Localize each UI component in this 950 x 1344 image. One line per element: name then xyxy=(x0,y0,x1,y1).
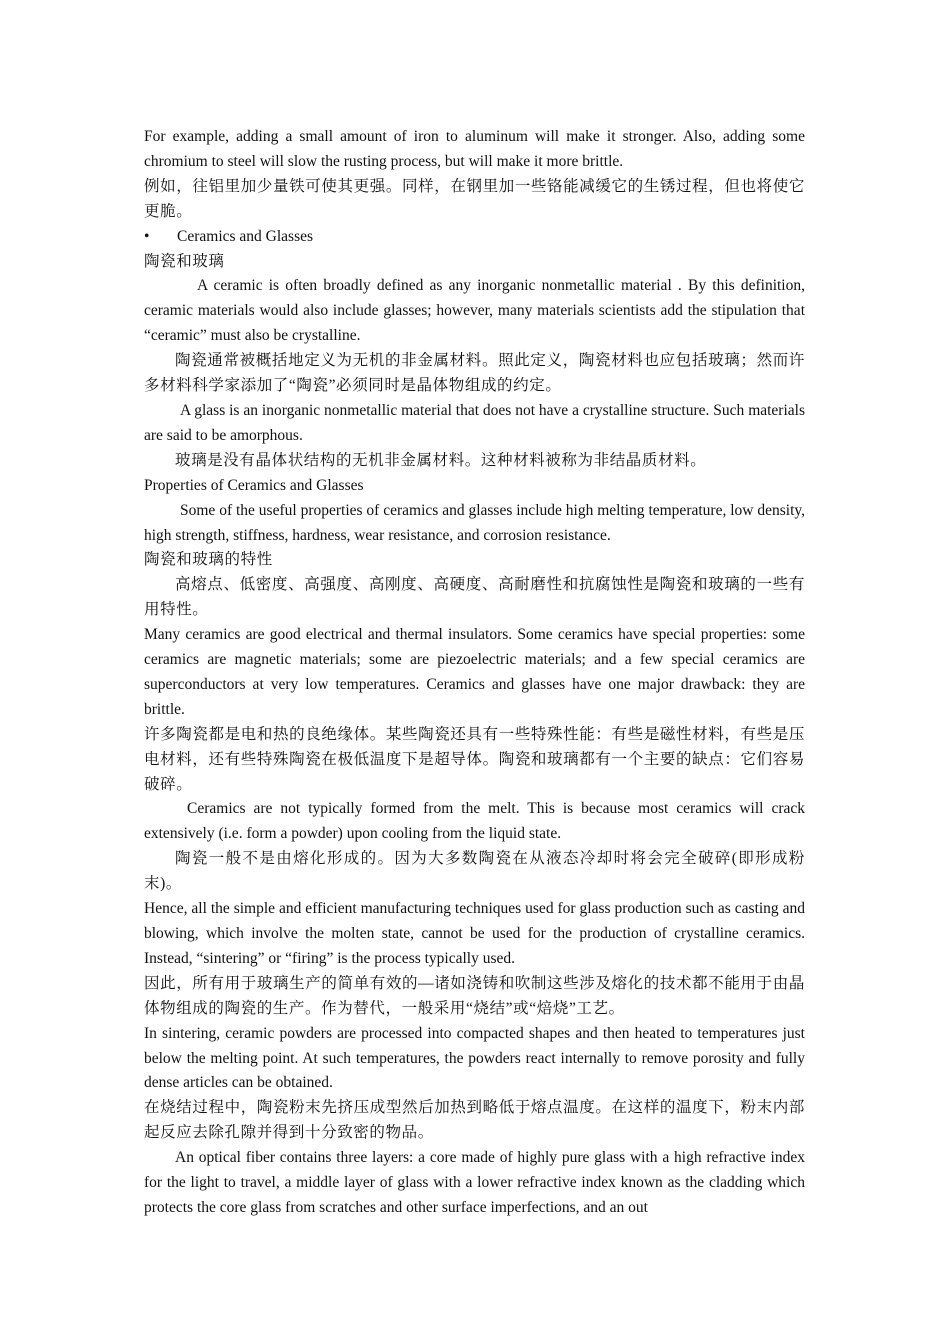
bullet-icon: • xyxy=(144,227,150,245)
paragraph-glass-definition-zh: 玻璃是没有晶体状结构的无机非金属材料。这种材料被称为非结晶质材料。 xyxy=(175,451,707,469)
section-heading-text: Ceramics and Glasses xyxy=(177,227,314,245)
paragraph-optical-fiber-en: An optical fiber contains three layers: a core made of highly pure glass with a high refractive index for the light to travel, a middle layer of glass with a lower refractive index known as the cladding which protects the core glass from scratches and other surface imperfections, and an out xyxy=(144,1149,805,1216)
section-heading-ceramics-glasses-zh: 陶瓷和玻璃 xyxy=(144,252,225,270)
paragraph-sintering-zh: 在烧结过程中，陶瓷粉末先挤压成型然后加热到略低于熔点温度。在这样的温度下，粉末内部起反应去除孔隙并得到十分致密的物品。 xyxy=(144,1099,805,1142)
paragraph-melt-en: Ceramics are not typically formed from the melt. This is because most ceramics will crack extensively (i.e. form a powder) upon cooling from the liquid state. xyxy=(144,800,805,843)
paragraph-iron-aluminum-en: For example, adding a small amount of iron to aluminum will make it stronger. Also, adding some chromium to steel will slow the rusting process, but will make it more brittle. xyxy=(144,128,805,170)
paragraph-insulators-en: Many ceramics are good electrical and thermal insulators. Some ceramics have special properties: some ceramics are magnetic materials; some are piezoelectric materials; and a few special ceramics are superconductors at very low temperatures. Ceramics and glasses have one major drawback: they are brittle. xyxy=(144,626,805,718)
paragraph-manufacturing-en: Hence, all the simple and efficient manufacturing techniques used for glass production such as casting and blowing, which involve the molten state, cannot be used for the production of crystalline ceramics. Instead, “sintering” or “firing” is the process typically used. xyxy=(144,900,805,967)
section-heading-properties-zh: 陶瓷和玻璃的特性 xyxy=(144,551,273,569)
paragraph-melt-zh: 陶瓷一般不是由熔化形成的。因为大多数陶瓷在从液态冷却时将会完全破碎(即形成粉末)。 xyxy=(144,850,805,893)
paragraph-glass-definition-en: A glass is an inorganic nonmetallic material that does not have a crystalline structure. Such materials are said to be amorphous. xyxy=(144,401,805,444)
paragraph-manufacturing-zh: 因此，所有用于玻璃生产的简单有效的—诸如浇铸和吹制这些涉及熔化的技术都不能用于由晶体物组成的陶瓷的生产。作为替代，一般采用“烧结”或“焙烧”工艺。 xyxy=(144,974,805,1017)
paragraph-ceramic-definition-zh: 陶瓷通常被概括地定义为无机的非金属材料。照此定义，陶瓷材料也应包括玻璃；然而许多材料科学家添加了“陶瓷”必须同时是晶体物组成的约定。 xyxy=(144,352,805,395)
paragraph-sintering-en: In sintering, ceramic powders are processed into compacted shapes and then heated to temperatures just below the melting point. At such temperatures, the powders react internally to remove porosity and fully dense articles can be obtained. xyxy=(144,1024,805,1092)
document-page xyxy=(144,125,805,1221)
paragraph-properties-zh: 高熔点、低密度、高强度、高刚度、高硬度、高耐磨性和抗腐蚀性是陶瓷和玻璃的一些有用特性。 xyxy=(144,576,805,619)
paragraph-properties-en: Some of the useful properties of ceramics and glasses include high melting temperature, low density, high strength, stiffness, hardness, wear resistance, and corrosion resistance. xyxy=(144,501,805,544)
section-heading-ceramics-glasses xyxy=(144,225,805,250)
paragraph-insulators-zh: 许多陶瓷都是电和热的良绝缘体。某些陶瓷还具有一些特殊性能：有些是磁性材料，有些是压电材料，还有些特殊陶瓷在极低温度下是超导体。陶瓷和玻璃都有一个主要的缺点：它们容易破碎。 xyxy=(144,725,805,793)
paragraph-ceramic-definition-en: A ceramic is often broadly defined as any inorganic nonmetallic material . By this definition, ceramic materials would also include glasses; however, many materials scientists add the stipulation that “ceramic” must also be crystalline. xyxy=(144,277,805,345)
paragraph-iron-aluminum-zh: 例如，往铝里加少量铁可使其更强。同样，在钢里加一些铬能减缓它的生锈过程，但也将使它更脆。 xyxy=(144,177,805,220)
section-heading-properties: Properties of Ceramics and Glasses xyxy=(144,476,364,494)
